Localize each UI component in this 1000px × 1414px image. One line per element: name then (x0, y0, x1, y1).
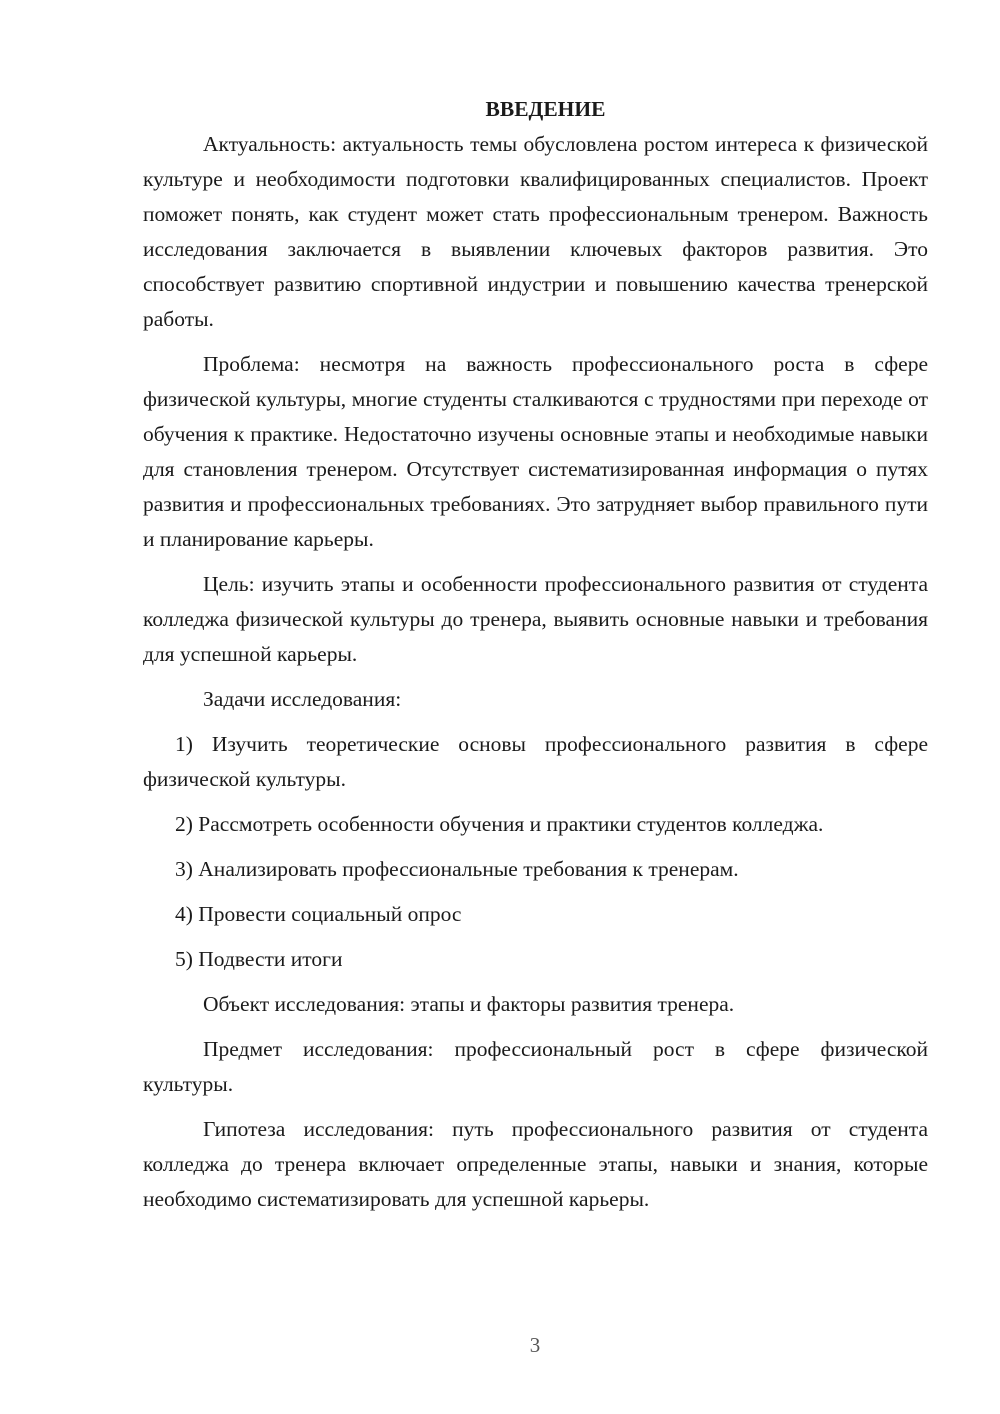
list-item: 2) Рассмотреть особенности обучения и практики студентов колледжа. (175, 812, 824, 836)
relevance-paragraph: Актуальность: актуальность темы обусловлена ростом интереса к физической культуре и необходимости подготовки квалифицированных специалистов. Проект поможет понять, как студент может стать профессиональным тренером. Важность исследования заключается в выявлении ключевых факторов развития. Это способствует развитию спортивной индустрии и повышению качества тренерской работы. (143, 132, 928, 331)
list-item: 4) Провести социальный опрос (175, 902, 462, 926)
document-body (143, 92, 928, 1227)
list-item: 1) Изучить теоретические основы профессионального развития в сфере физической культуры. (143, 732, 928, 791)
subject-paragraph: Предмет исследования: профессиональный рост в сфере физической культуры. (143, 1037, 928, 1096)
hypothesis-paragraph: Гипотеза исследования: путь профессионального развития от студента колледжа до тренера включает определенные этапы, навыки и знания, которые необходимо систематизировать для успешной карьеры. (143, 1117, 928, 1211)
problem-paragraph: Проблема: несмотря на важность профессионального роста в сфере физической культуры, многие студенты сталкиваются с трудностями при переходе от обучения к практике. Недостаточно изучены основные этапы и необходимые навыки для становления тренером. Отсутствует систематизированная информация о путях развития и профессиональных требованиях. Это затрудняет выбор правильного пути и планирование карьеры. (143, 352, 928, 551)
tasks-label: Задачи исследования: (203, 687, 402, 711)
list-item: 5) Подвести итоги (175, 947, 343, 971)
tasks-list (143, 727, 928, 977)
list-item: 3) Анализировать профессиональные требования к тренерам. (175, 857, 739, 881)
page-number: 3 (529, 1333, 541, 1357)
object-paragraph: Объект исследования: этапы и факторы развития тренера. (203, 992, 735, 1016)
goal-paragraph: Цель: изучить этапы и особенности профессионального развития от студента колледжа физической культуры до тренера, выявить основные навыки и требования для успешной карьеры. (143, 572, 928, 666)
page-title: ВВЕДЕНИЕ (485, 97, 606, 121)
